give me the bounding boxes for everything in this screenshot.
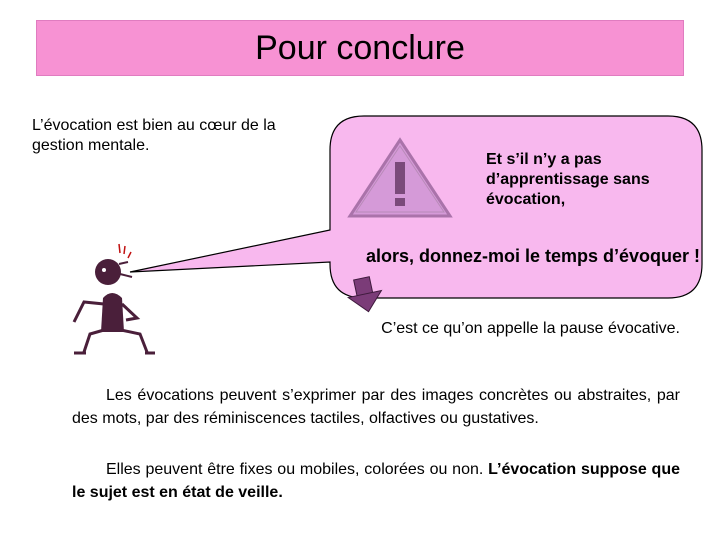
thinking-figure-icon — [74, 244, 155, 353]
page-title: Pour conclure — [255, 28, 465, 67]
paragraph-2-bold: L’évocation suppose que le sujet est en état de veille. — [72, 461, 680, 501]
caption-pause-evocative: C’est ce qu’on appelle la pause évocative. — [381, 320, 680, 337]
paragraph-2-text: Elles peuvent être fixes ou mobiles, colorées ou non. — [106, 461, 489, 478]
intro-text: L’évocation est bien au cœur de la gestion mentale. — [32, 117, 276, 154]
paragraph-evocations — [72, 384, 680, 430]
paragraph-veille — [72, 458, 680, 504]
bubble-question: Et s’il n’y a pas d’apprentissage sans évocation, — [486, 151, 650, 208]
bubble-answer: alors, donnez-moi le temps d’évoquer ! — [365, 246, 700, 266]
paragraph-1-text: Les évocations peuvent s’exprimer par des images concrètes ou abstraites, par des mots, par des réminiscences tactiles, olfactives ou gustatives. — [72, 387, 680, 427]
